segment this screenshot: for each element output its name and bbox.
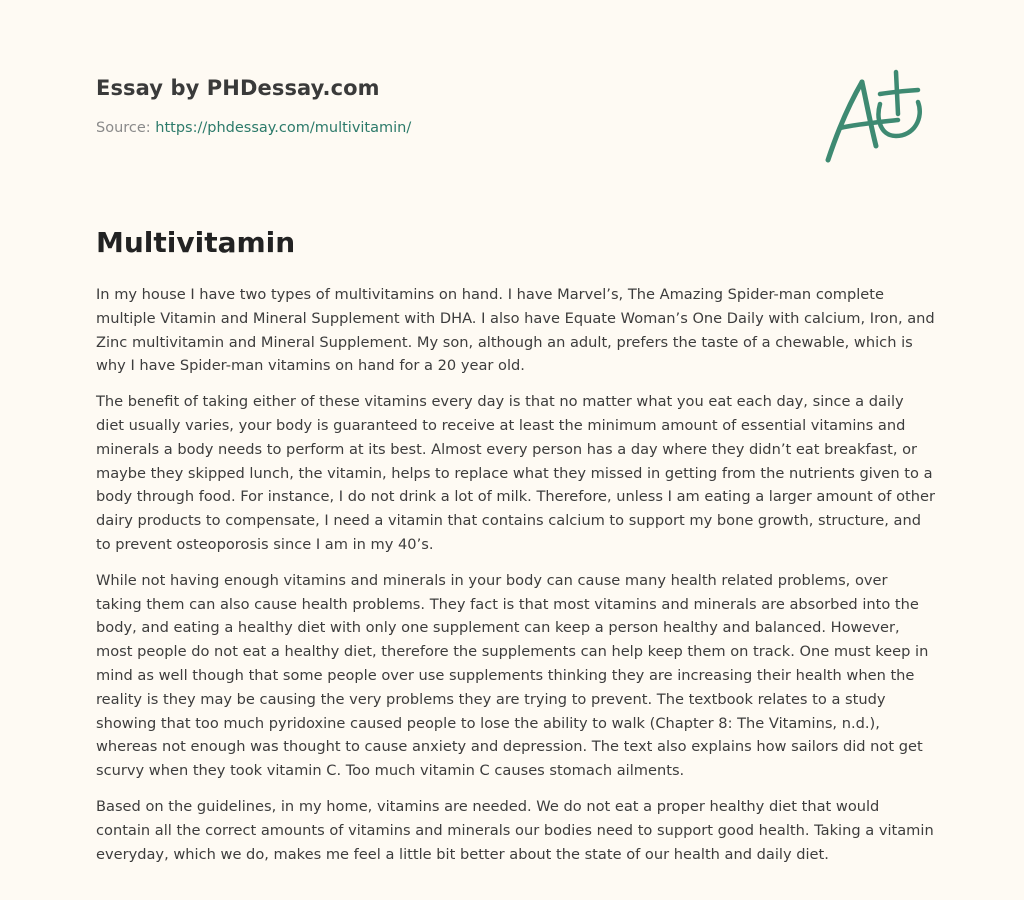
source-label: Source:	[96, 120, 156, 136]
source-link[interactable]: https://phdessay.com/multivitamin/	[155, 120, 412, 136]
a-plus-grade-icon	[818, 66, 930, 166]
site-title: Essay by PHDessay.com	[96, 76, 380, 100]
essay-paragraph: Based on the guidelines, in my home, vitamins are needed. We do not eat a proper healthy diet that would contain all the correct amounts of vitamins and minerals our bodies need to support good health. Taking a vitamin everyday, which we do, makes me feel a little bit better about the state of our health and daily diet.	[96, 797, 934, 863]
essay-paragraph: While not having enough vitamins and minerals in your body can cause many health related problems, over taking them can also cause health problems. They fact is that most vitamins and minerals are absorbed into the body, and eating a healthy diet with only one supplement can keep a person healthy and balanced. However, most people do not eat a healthy diet, therefore the supplements can help keep them on track. One must keep in mind as well though that some people over use supplements thinking they are increasing their health when the reality is they may be causing the very problems they are trying to prevent. The textbook relates to a study showing that too much pyridoxine caused people to lose the ability to walk (Chapter 8: The Vitamins, n.d.), whereas not enough was thought to cause anxiety and depression. The text also explains how sailors did not get scurvy when they took vitamin C. Too much vitamin C causes stomach ailments.	[96, 571, 929, 780]
page-header	[96, 76, 736, 136]
essay-paragraph: In my house I have two types of multivitamins on hand. I have Marvel’s, The Amazing Spider-man complete multiple Vitamin and Mineral Supplement with DHA. I also have Equate Woman’s One Daily with calcium, Iron, and Zinc multivitamin and Mineral Supplement. My son, although an adult, prefers the taste of a chewable, which is why I have Spider-man vitamins on hand for a 20 year old.	[96, 286, 935, 375]
essay-article	[96, 226, 936, 878]
essay-paragraph: The benefit of taking either of these vitamins every day is that no matter what you eat each day, since a daily diet usually varies, your body is guaranteed to receive at least the minimum amount of essential vitamins and minerals a body needs to perform at its best. Almost every person has a day where they didn’t eat breakfast, or maybe they skipped lunch, the vitamin, helps to replace what they missed in getting from the nutrients given to a body through food. For instance, I do not drink a lot of milk. Therefore, unless I am eating a larger amount of other dairy products to compensate, I need a vitamin that contains calcium to support my bone growth, structure, and to prevent osteoporosis since I am in my 40’s.	[96, 393, 935, 553]
source-line	[96, 120, 736, 136]
essay-title: Multivitamin	[96, 226, 296, 259]
